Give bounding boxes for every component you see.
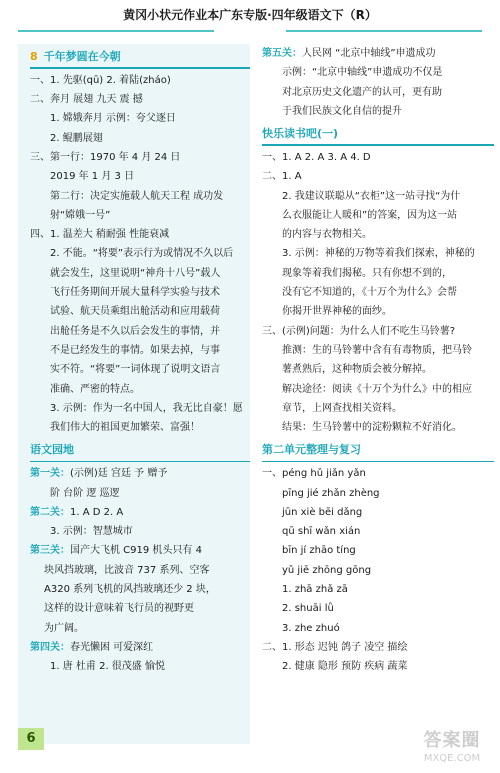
- answer-line: [30, 599, 250, 618]
- left-answer-list: [30, 71, 250, 438]
- answer-text: 二、1. 形态 迟钝 鸽子 凌空 描绘: [262, 641, 408, 653]
- answer-line: [262, 83, 494, 102]
- answer-text: 2. 我建议联聪从“衣柜”这一站寻找“为什: [282, 190, 461, 202]
- answer-line: [30, 167, 250, 186]
- answer-line: [262, 380, 494, 399]
- answer-text: 2. 健康 隐形 预防 疾病 蔬菜: [282, 661, 408, 673]
- answer-line: [30, 418, 250, 437]
- level-label: 第三关：: [30, 545, 70, 557]
- answer-text: 3. 示例：作为一名中国人，我无比自豪！愿: [50, 402, 243, 414]
- section-title-text: 千年梦圆在今朝: [43, 50, 121, 63]
- answer-text: 章节，上网查找相关资料。: [282, 402, 402, 414]
- level-label: 第二关：: [30, 506, 70, 518]
- answer-text: 射“嫦娥一号”: [50, 209, 111, 221]
- answer-line: [30, 90, 250, 109]
- answer-line: [30, 561, 250, 580]
- answer-text: 我们伟大的祖国更加繁荣、富强！: [50, 422, 200, 434]
- garden-title: [30, 440, 250, 462]
- answer-line: [30, 541, 250, 560]
- answer-line: [30, 580, 250, 599]
- section-title: [30, 47, 250, 69]
- review-title-text: 第二单元整理与复习: [262, 443, 361, 457]
- answer-text: 出舱任务是不久以后会发生的事情，并: [50, 325, 220, 337]
- answer-line: [262, 619, 494, 638]
- answer-text: 3. zhe zhuó: [282, 622, 340, 634]
- answer-text: 2. 鲲鹏展翅: [50, 132, 103, 144]
- answer-line: [30, 264, 250, 283]
- left-column: [18, 44, 250, 744]
- watermark-url: MXQE.COM: [423, 753, 481, 764]
- answer-text: 飞行任务期间开展大量科学实验与技术: [50, 287, 220, 299]
- answer-line: [262, 341, 494, 360]
- answer-line: [30, 503, 250, 522]
- answer-text: 3. 示例：神秘的万物等着我们探索，神秘的: [282, 248, 475, 260]
- answer-line: [30, 484, 250, 503]
- garden-title-text: 语文园地: [30, 443, 74, 457]
- answer-text: yǔ jiē zhōng gōng: [282, 564, 372, 576]
- answer-line: [262, 541, 494, 560]
- review-title: [262, 440, 494, 462]
- header-rule-left: [18, 30, 214, 32]
- answer-line: [262, 102, 494, 121]
- answer-line: [262, 484, 494, 503]
- answer-line: [30, 129, 250, 148]
- answer-line: [30, 225, 250, 244]
- answer-line: [30, 322, 250, 341]
- answer-text: 你揭开世界神秘的面纱。: [282, 306, 392, 318]
- answer-text: qū shī wǎn xián: [282, 526, 361, 538]
- answer-text: 2. shuāi lǜ: [282, 603, 334, 615]
- answer-line: [262, 599, 494, 618]
- answer-text: 四、1. 温差大 稍耐强 性能衰减: [30, 229, 170, 241]
- answer-text: 一、péng hǔ jiǎn yǎn: [262, 468, 366, 480]
- answer-text: 三、(示例)问题：为什么人们不吃生马铃薯?: [262, 325, 456, 337]
- answer-text: 么衣服能让人暖和”的答案，因为这一站: [282, 209, 458, 221]
- answer-line: [262, 322, 494, 341]
- answer-line: [30, 360, 250, 379]
- answer-text: 结果：生马铃薯中的淀粉颗粒不好消化。: [282, 422, 462, 434]
- answer-line: [30, 638, 250, 657]
- page-number: 6: [18, 728, 44, 750]
- answer-line: [30, 302, 250, 321]
- right-answer-list: [262, 44, 494, 121]
- answer-text: 块风挡玻璃，比波音 737 系列、空客: [44, 564, 210, 576]
- answer-text: 推测：生的马铃薯中含有有毒物质，把马铃: [282, 344, 472, 356]
- answer-text: 1. 嫦娥奔月 示例：夸父逐日: [50, 113, 176, 125]
- level-label: 第四关：: [30, 641, 70, 653]
- answer-line: [262, 418, 494, 437]
- answer-text: 2019 年 1 月 3 日: [50, 171, 135, 183]
- answer-line: [262, 187, 494, 206]
- answer-line: [30, 380, 250, 399]
- answer-text: 3. 示例：智慧城市: [50, 526, 133, 538]
- answer-line: [262, 399, 494, 418]
- answer-text: 1. A D 2. A: [70, 506, 124, 518]
- answer-line: [262, 561, 494, 580]
- answer-line: [30, 148, 250, 167]
- right-column: [262, 44, 494, 677]
- answer-text: 人民网 “北京中轴线”申遗成功: [302, 48, 436, 59]
- answer-line: [262, 657, 494, 676]
- answer-text: 现象等着我们揭秘。只有你想不到的，: [282, 267, 452, 279]
- answer-line: [262, 302, 494, 321]
- answer-text: 没有它不知道的，《十万个为什么》会帮: [282, 287, 457, 299]
- answer-line: [30, 341, 250, 360]
- answer-text: 二、1. A: [262, 171, 302, 183]
- read-underline: [262, 144, 494, 146]
- answer-text: 三、第一行：1970 年 4 月 24 日: [30, 151, 181, 163]
- answer-text: 2. 不能。“将要”表示行为或情况不久以后: [50, 248, 234, 260]
- answer-text: (示例)廷 宫廷 予 赠予: [70, 468, 168, 480]
- answer-line: [262, 167, 494, 186]
- level-label: 第五关：: [262, 48, 302, 59]
- answer-text: 阶 台阶 逻 巡逻: [50, 487, 120, 499]
- answer-line: [262, 464, 494, 483]
- answer-text: 不是已经发生的事情。如果去掉，与事: [50, 344, 220, 356]
- section-number: 8: [30, 50, 38, 63]
- answer-line: [262, 225, 494, 244]
- answer-line: [30, 206, 250, 225]
- answer-line: [262, 638, 494, 657]
- watermark-text: 答案圈: [423, 730, 481, 751]
- answer-text: 于我们民族文化自信的提升: [282, 105, 402, 117]
- page-header: 黄冈小状元作业本广东专版·四年级语文下（R）: [123, 8, 377, 22]
- answer-line: [30, 244, 250, 263]
- answer-text: jūn xiè bēi dǎng: [282, 506, 363, 518]
- answer-text: 二、奔月 展翅 九天 震 撼: [30, 94, 143, 106]
- answer-text: 试验、航天员乘组出舱活动和应用载荷: [50, 306, 220, 318]
- level-label: 第一关：: [30, 468, 70, 480]
- answer-line: [30, 187, 250, 206]
- answer-text: 示例：“北京中轴线”申遗成功不仅是: [282, 67, 443, 79]
- review-answer-list: [262, 464, 494, 676]
- answer-text: 准确、严密的特点。: [50, 383, 140, 395]
- answer-text: 对北京历史文化遗产的认可，更有助: [282, 86, 442, 98]
- answer-text: 国产大飞机 C919 机头只有 4: [70, 545, 202, 557]
- answer-line: [262, 360, 494, 379]
- answer-line: [262, 63, 494, 82]
- answer-line: [30, 71, 250, 90]
- answer-text: 为广阔。: [44, 622, 84, 634]
- read-title: [262, 124, 494, 146]
- watermark-logo: [410, 730, 494, 768]
- answer-text: 薯煮熟后，这种物质会被分解掉。: [282, 364, 432, 376]
- answer-line: [262, 244, 494, 263]
- answer-text: 一、1. 先驱(qū) 2. 着陆(zháo): [30, 74, 171, 86]
- answer-line: [262, 580, 494, 599]
- review-underline: [262, 461, 494, 463]
- answer-text: 解决途径：阅读《十万个为什么》中的相应: [282, 383, 472, 395]
- section-underline: [30, 67, 250, 69]
- answer-line: [30, 522, 250, 541]
- answer-line: [262, 44, 494, 63]
- answer-text: 这样的设计意味着飞行员的视野更: [44, 603, 194, 615]
- garden-answer-list: [30, 464, 250, 676]
- answer-line: [30, 657, 250, 676]
- answer-line: [262, 264, 494, 283]
- garden-underline: [30, 461, 250, 463]
- answer-text: pīng jié zhǎn zhèng: [282, 487, 380, 499]
- answer-line: [30, 619, 250, 638]
- answer-text: 1. zhā zhǎ zā: [282, 584, 348, 596]
- answer-line: [262, 206, 494, 225]
- header-rule-right: [286, 30, 482, 32]
- read-title-text: 快乐读书吧(一): [262, 127, 339, 141]
- answer-line: [262, 283, 494, 302]
- answer-line: [262, 148, 494, 167]
- read-answer-list: [262, 148, 494, 437]
- answer-text: 一、1. A 2. A 3. A 4. D: [262, 151, 371, 163]
- answer-line: [262, 503, 494, 522]
- answer-text: 就会发生，这里说明“神舟十八号”载人: [50, 267, 221, 279]
- answer-line: [262, 522, 494, 541]
- answer-line: [30, 109, 250, 128]
- answer-line: [30, 283, 250, 302]
- answer-text: bīn jí zhāo tíng: [282, 545, 356, 557]
- answer-text: 春光懒困 可爱深红: [70, 641, 154, 653]
- answer-text: 的内容与衣物相关。: [282, 229, 372, 241]
- answer-line: [30, 464, 250, 483]
- answer-text: 第二行：决定实施载人航天工程 成功发: [50, 190, 224, 202]
- answer-text: 1. 唐 杜甫 2. 很茂盛 愉悦: [50, 661, 165, 673]
- answer-text: 实不符。“将要”一词体现了说明文语言: [50, 364, 221, 376]
- answer-line: [30, 399, 250, 418]
- answer-text: A320 系列飞机的风挡玻璃还少 2 块，: [44, 584, 216, 596]
